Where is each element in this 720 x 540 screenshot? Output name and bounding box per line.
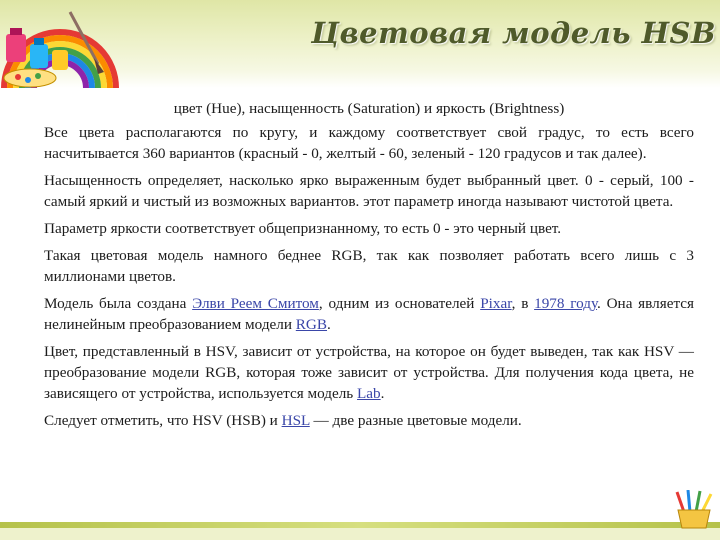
paragraph-hsl-note (44, 410, 694, 431)
device-text-2: . (380, 385, 385, 402)
link-lab[interactable]: Lab (357, 385, 381, 402)
page-title: Цветовая модель HSB (311, 16, 716, 50)
slide-body (44, 98, 694, 437)
hsl-text-2: — две разные цветовые модели. (309, 412, 522, 429)
link-1978[interactable]: 1978 году (534, 295, 598, 312)
history-text-2: , одним из основателей (318, 295, 481, 312)
hsl-text-1: Следует отметить, что HSV (HSB) и (44, 412, 282, 429)
paragraph-history (44, 293, 694, 335)
history-text-1: Модель была создана (44, 295, 193, 312)
paragraph-device-dependence (44, 341, 694, 404)
paragraph-saturation: Насыщенность определяет, насколько ярко выраженным будет выбранный цвет. 0 - серый, 100 - самый яркий и чистый из возможных вариантов. этот параметр иногда называют чистотой цвета. (44, 172, 694, 210)
paragraph-rgb-comparison: Такая цветовая модель намного беднее RGB, так как позволяет работать всего лишь с 3 миллионами цветов. (44, 247, 694, 285)
link-hsl[interactable]: HSL (281, 412, 310, 429)
link-alvy-ray-smith[interactable]: Элви Реем Смитом (192, 295, 319, 312)
footer-strip (0, 528, 720, 540)
paragraph-hue: Все цвета располагаются по кругу, и каждому соответствует свой градус, то есть всего насчитывается 360 вариантов (красный - 0, желтый - 60, зеленый - 120 градусов и так далее). (44, 124, 694, 162)
history-text-3: , в (511, 295, 535, 312)
link-pixar[interactable]: Pixar (480, 295, 512, 312)
link-rgb[interactable]: RGB (295, 316, 328, 333)
history-text-5: . (327, 316, 331, 333)
history-text-4: . Она является нелинейным преобразованием модели (44, 295, 694, 333)
subtitle: цвет (Hue), насыщенность (Saturation) и яркость (Brightness) (173, 100, 565, 117)
paragraph-brightness: Параметр яркости соответствует общепризнанному, то есть 0 - это черный цвет. (44, 220, 562, 237)
rainbow-paint-icon (0, 0, 125, 92)
device-text-1: Цвет, представленный в HSV, зависит от устройства, на которое он будет выведен, так как HSV — преобразование модели RGB, которая тоже зависит от устройства. Для получения кода цвета, не зависящего от устройства, используется модель (44, 343, 694, 402)
paintbrush-cup-icon (672, 490, 716, 530)
